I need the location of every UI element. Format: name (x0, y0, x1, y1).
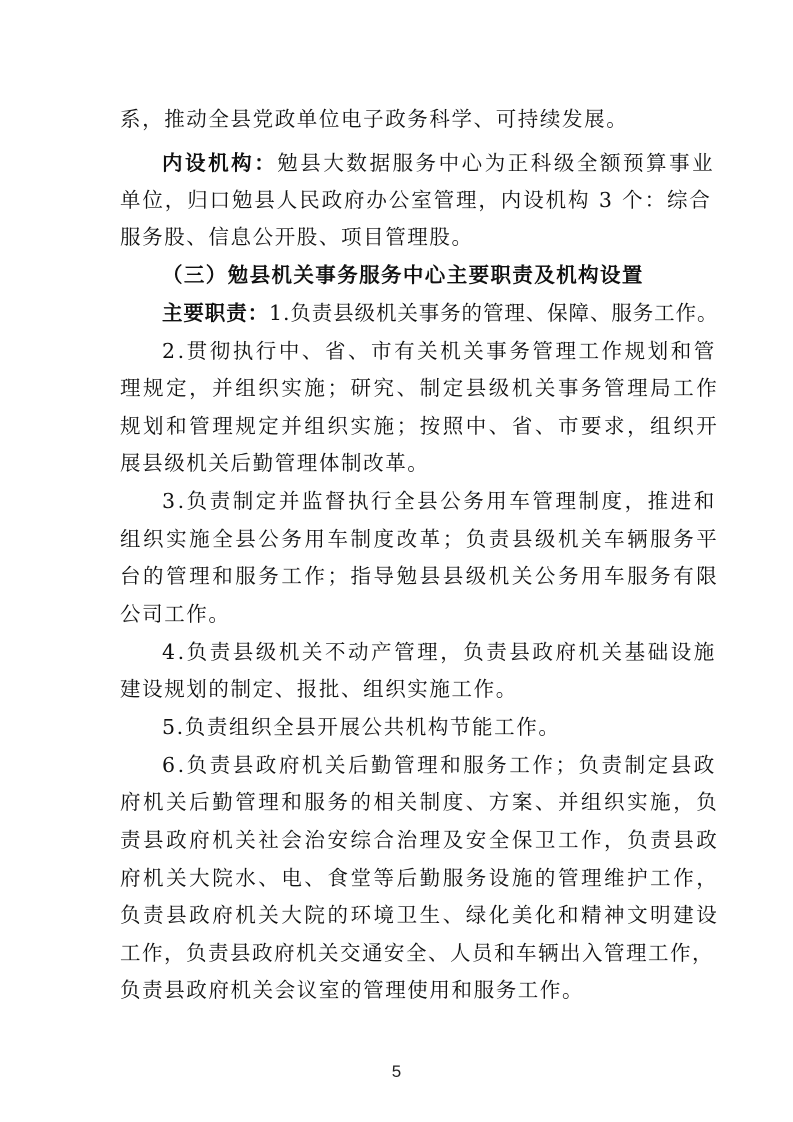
text-line-14 (120, 602, 231, 626)
line-text: 勉县大数据服务中心为正科级全额预算事业 (277, 151, 716, 175)
line-text: 规划和管理规定并组织实施；按照中、省、市要求，组织开 (120, 414, 720, 438)
text-line-9 (120, 414, 719, 438)
text-line-13 (120, 564, 719, 588)
text-line-6 (162, 301, 718, 325)
line-text: 系，推动全县党政单位电子政务科学、可持续发展。 (120, 107, 629, 131)
text-line-8 (120, 376, 719, 400)
line-text: 服务股、信息公开股、项目管理股。 (120, 225, 474, 249)
line-text: 6.负责县政府机关后勤管理和服务工作；负责制定县政 (162, 753, 717, 777)
line-text: 责县政府机关社会治安综合治理及安全保卫工作，负责县政 (120, 828, 720, 852)
text-line-21 (120, 866, 719, 890)
line-text: 府机关大院水、电、食堂等后勤服务设施的管理维护工作， (120, 866, 720, 890)
text-line-23 (120, 941, 714, 965)
line-text: 组织实施全县公务用车制度改革；负责县级机关车辆服务平 (120, 527, 720, 551)
text-line-19 (120, 790, 719, 814)
text-line-3 (120, 188, 712, 212)
text-line-17 (162, 715, 560, 739)
text-line-7 (162, 339, 717, 363)
line-text: 5.负责组织全县开展公共机构节能工作。 (162, 715, 561, 739)
line-text: 单位，归口勉县人民政府办公室管理，内设机构 3 个：综合 (120, 188, 712, 212)
text-line-22 (120, 903, 719, 927)
text-line-12 (120, 527, 719, 551)
text-line-10 (120, 451, 429, 475)
line-text: 负责县政府机关大院的环境卫生、绿化美化和精神文明建设 (120, 903, 720, 927)
line-text: 2.贯彻执行中、省、市有关机关事务管理工作规划和管 (162, 339, 717, 363)
line-text: 台的管理和服务工作；指导勉县县级机关公务用车服务有限 (120, 564, 720, 588)
line-text: 4.负责县级机关不动产管理，负责县政府机关基础设施 (162, 640, 717, 664)
line-text: 公司工作。 (120, 602, 231, 626)
text-line-24 (120, 978, 584, 1002)
section-label: 主要职责： (162, 301, 269, 325)
text-line-18 (162, 753, 717, 777)
section-label: 内设机构： (162, 151, 278, 175)
page-number: 5 (391, 1062, 402, 1081)
line-text: 负责县政府机关会议室的管理使用和服务工作。 (120, 978, 585, 1002)
text-line-11 (162, 489, 717, 513)
line-text: 展县级机关后勤管理体制改革。 (120, 451, 430, 475)
line-text: 理规定，并组织实施；研究、制定县级机关事务管理局工作 (120, 376, 720, 400)
line-text: 3.负责制定并监督执行全县公务用车管理制度，推进和 (162, 489, 717, 513)
text-line-16 (120, 677, 518, 701)
line-text: 工作，负责县政府机关交通安全、人员和车辆出入管理工作， (120, 941, 714, 965)
line-text: 1.负责县级机关事务的管理、保障、服务工作。 (269, 301, 719, 325)
text-line-20 (120, 828, 719, 852)
heading-text: （三）勉县机关事务服务中心主要职责及机构设置 (162, 263, 644, 287)
text-line-15 (162, 640, 717, 664)
line-text: 府机关后勤管理和服务的相关制度、方案、并组织实施，负 (120, 790, 720, 814)
text-line-4 (120, 225, 474, 249)
section-heading (162, 263, 644, 287)
line-text: 建设规划的制定、报批、组织实施工作。 (120, 677, 518, 701)
text-line-2 (162, 151, 715, 175)
text-line-1 (120, 107, 628, 131)
